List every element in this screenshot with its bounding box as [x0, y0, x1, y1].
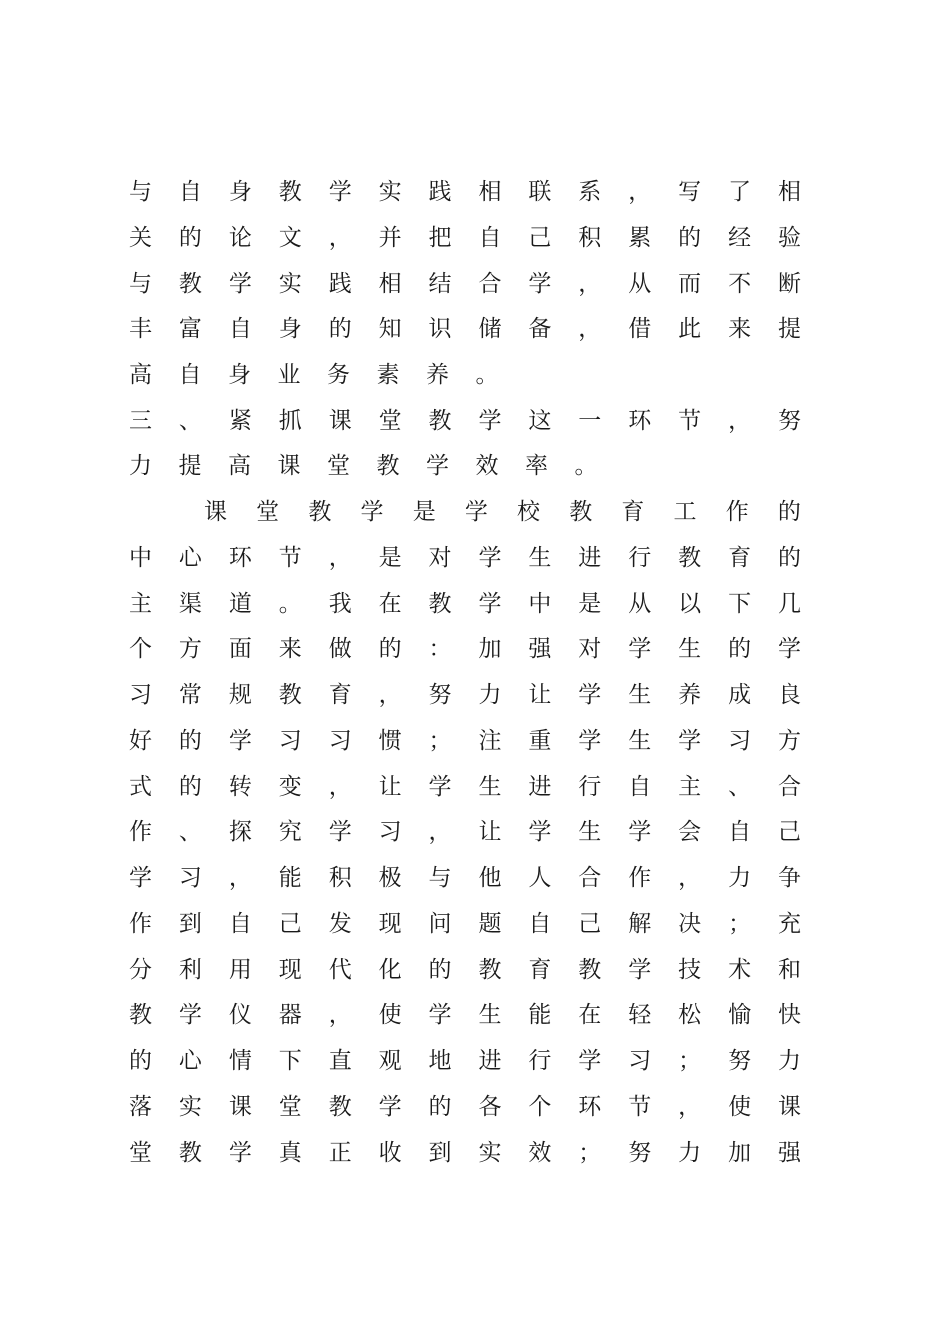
- text-line: 关 的 论 文 ， 并 把 自 己 积 累 的 经 验: [129, 225, 801, 251]
- text-line: 中 心 环 节 ， 是 对 学 生 进 行 教 育 的: [129, 545, 801, 571]
- text-line: 的 心 情 下 直 观 地 进 行 学 习 ； 努 力: [129, 1048, 801, 1074]
- text-line: 教 学 仪 器 ， 使 学 生 能 在 轻 松 愉 快: [129, 1002, 801, 1028]
- text-line: 好 的 学 习 习 惯 ； 注 重 学 生 学 习 方: [129, 728, 801, 754]
- text-line: 式 的 转 变 ， 让 学 生 进 行 自 主 、 合: [129, 774, 801, 800]
- text-line: 分 利 用 现 代 化 的 教 育 教 学 技 术 和: [129, 957, 801, 983]
- text-line: 作 到 自 己 发 现 问 题 自 己 解 决 ； 充: [129, 911, 801, 937]
- text-line: 与 自 身 教 学 实 践 相 联 系 ， 写 了 相: [129, 179, 801, 205]
- section-heading: 三 、 紧 抓 课 堂 教 学 这 一 环 节 ， 努: [129, 408, 801, 434]
- text-line: 高自身业务素养。: [129, 362, 525, 388]
- text-line: 作 、 探 究 学 习 ， 让 学 生 学 会 自 己: [129, 819, 801, 845]
- text-line: 主 渠 道 。 我 在 教 学 中 是 从 以 下 几: [129, 591, 801, 617]
- text-line: 个 方 面 来 做 的 ： 加 强 对 学 生 的 学: [129, 636, 801, 662]
- text-line: 落 实 课 堂 教 学 的 各 个 环 节 ， 使 课: [129, 1094, 801, 1120]
- text-line: 与 教 学 实 践 相 结 合 学 ， 从 而 不 断: [129, 271, 801, 297]
- text-line: 学 习 ， 能 积 极 与 他 人 合 作 ， 力 争: [129, 865, 801, 891]
- text-line: 堂 教 学 真 正 收 到 实 效 ； 努 力 加 强: [129, 1140, 801, 1166]
- paragraph-first-line: 课 堂 教 学 是 学 校 教 育 工 作 的: [204, 499, 801, 525]
- text-line: 习 常 规 教 育 ， 努 力 让 学 生 养 成 良: [129, 682, 801, 708]
- text-line: 丰 富 自 身 的 知 识 储 备 ， 借 此 来 提: [129, 316, 801, 342]
- section-heading-continued: 力提高课堂教学效率。: [129, 453, 624, 479]
